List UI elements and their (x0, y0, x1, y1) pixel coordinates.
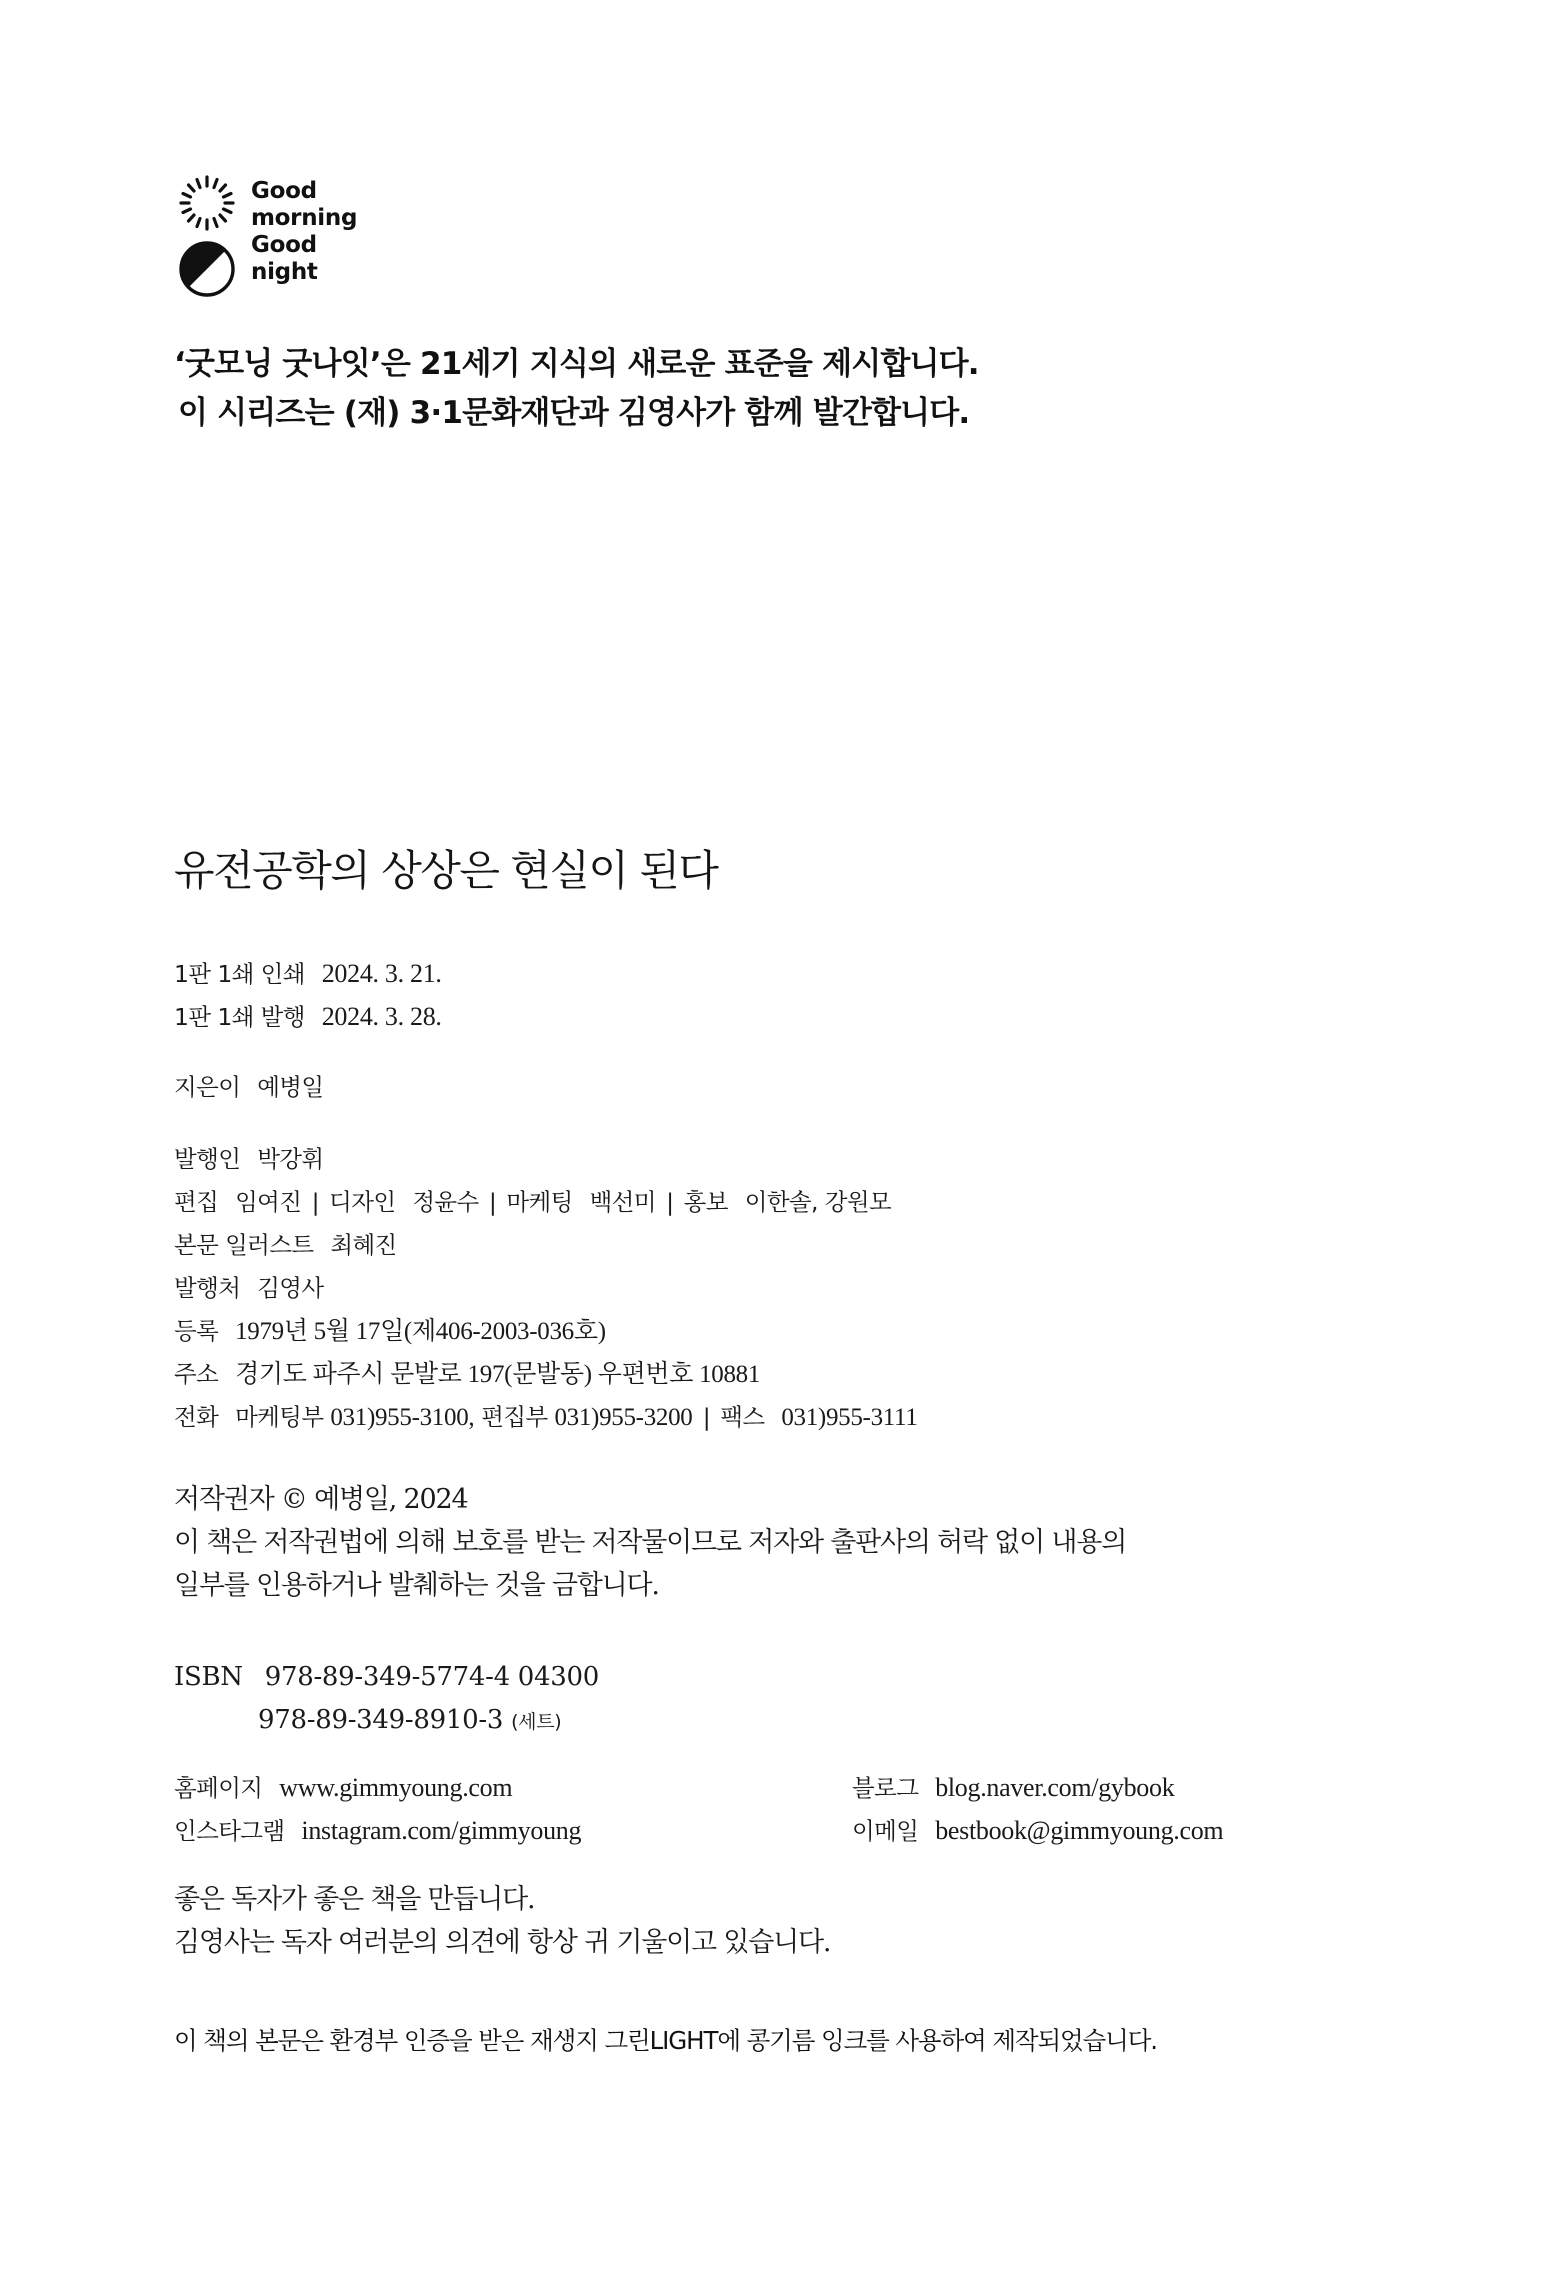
illust-label: 본문 일러스트 (174, 1231, 314, 1259)
isbn-label: ISBN (174, 1662, 243, 1692)
edit-name: 임여진 (235, 1188, 302, 1216)
marketing-phone: 031)955-3100, (330, 1404, 475, 1431)
closing-line: 좋은 독자가 좋은 책을 만듭니다. (174, 1884, 535, 1915)
isbn-block (174, 1656, 599, 1742)
marketing-phone-label: 마케팅부 (235, 1403, 324, 1431)
copyright-notice (174, 1478, 1126, 1607)
isbn-set-number: 978-89-349-8910-3 (258, 1705, 504, 1735)
logo-line: morning (251, 205, 358, 231)
marketing-name: 백선미 (589, 1188, 656, 1216)
edit-phone: 031)955-3200 (554, 1404, 693, 1431)
author-label: 지은이 (174, 1073, 241, 1101)
logo-line: night (251, 259, 318, 285)
copyright-line: 이 책은 저작권법에 의해 보호를 받는 저작물이므로 저자와 출판사의 허락 없이 내용의 (174, 1527, 1127, 1558)
address-label: 주소 (174, 1360, 219, 1388)
edition-date: 2024. 3. 28. (321, 1002, 442, 1031)
blog-link[interactable]: blog.naver.com/gybook (935, 1773, 1175, 1802)
publisher-row (174, 1138, 918, 1181)
registration-value: 1979년 5월 17일(제406-2003-036호) (235, 1318, 606, 1345)
divider: | (488, 1188, 497, 1216)
edition-info (174, 952, 442, 1038)
isbn-row (174, 1699, 599, 1742)
isbn-set-label: (세트) (511, 1711, 562, 1733)
fax-number: 031)955-3111 (781, 1404, 918, 1431)
registration-row (174, 1310, 918, 1353)
design-label: 디자인 (329, 1188, 396, 1216)
house-label: 발행처 (174, 1274, 241, 1302)
series-intro (174, 340, 979, 438)
logo-line: Good (251, 232, 317, 258)
author-name: 예병일 (257, 1073, 324, 1101)
logo-line: Good (251, 178, 317, 204)
logo-wordmark (251, 178, 357, 286)
address-row (174, 1353, 918, 1396)
credits-block (174, 1138, 918, 1439)
house-row (174, 1267, 918, 1310)
homepage-label: 홈페이지 (174, 1774, 263, 1802)
sun-and-moon-icon (176, 175, 238, 300)
staff-row (174, 1181, 918, 1224)
contacts-row (174, 1809, 1374, 1852)
pr-name: 이한솔, 강원모 (744, 1188, 892, 1216)
publisher-label: 발행인 (174, 1145, 241, 1173)
edition-date: 2024. 3. 21. (321, 959, 442, 988)
house-name: 김영사 (257, 1274, 324, 1302)
edition-label: 1판 1쇄 발행 (174, 1003, 305, 1031)
isbn-number: 978-89-349-5774-4 04300 (264, 1662, 599, 1692)
edit-label: 편집 (174, 1188, 219, 1216)
illust-row (174, 1224, 918, 1267)
edition-row (174, 952, 442, 995)
copyright-line: 저작권자 © 예병일, 2024 (174, 1484, 468, 1515)
publisher-name: 박강휘 (257, 1145, 324, 1173)
edition-label: 1판 1쇄 인쇄 (174, 960, 305, 988)
copyright-line: 일부를 인용하거나 발췌하는 것을 금합니다. (174, 1570, 659, 1601)
instagram-label: 인스타그램 (174, 1817, 285, 1845)
instagram-link[interactable]: instagram.com/gimmyoung (301, 1816, 582, 1845)
isbn-row (174, 1656, 599, 1699)
blog-label: 블로그 (852, 1774, 919, 1802)
illust-name: 최혜진 (330, 1231, 397, 1259)
book-title: 유전공학의 상상은 현실이 된다 (174, 846, 718, 895)
paper-notice: 이 책의 본문은 환경부 인증을 받은 재생지 그린LIGHT에 콩기름 잉크를 사용하여 제작되었습니다. (174, 2026, 1157, 2055)
intro-line-2: 이 시리즈는 (재) 3·1문화재단과 김영사가 함께 발간합니다. (178, 395, 970, 431)
author-info (174, 1066, 324, 1109)
email-link[interactable]: bestbook@gimmyoung.com (935, 1816, 1224, 1845)
phone-label: 전화 (174, 1403, 219, 1431)
phone-row (174, 1396, 918, 1439)
contacts-row (174, 1766, 1374, 1809)
edition-row (174, 995, 442, 1038)
design-name: 정윤수 (412, 1188, 479, 1216)
divider: | (666, 1188, 674, 1216)
registration-label: 등록 (174, 1317, 219, 1345)
closing-line: 김영사는 독자 여러분의 의견에 항상 귀 기울이고 있습니다. (174, 1927, 831, 1958)
contacts-block (174, 1766, 1374, 1852)
pr-label: 홍보 (683, 1188, 728, 1216)
edit-phone-label: 편집부 (481, 1403, 548, 1431)
fax-label: 팩스 (720, 1403, 765, 1431)
address-value: 경기도 파주시 문발로 197(문발동) 우편번호 10881 (235, 1361, 761, 1388)
closing-message (174, 1878, 830, 1964)
divider: | (311, 1188, 319, 1216)
homepage-link[interactable]: www.gimmyoung.com (279, 1773, 513, 1802)
email-label: 이메일 (852, 1817, 919, 1845)
intro-line-1: ‘굿모닝 굿나잇’은 21세기 지식의 새로운 표준을 제시합니다. (174, 346, 979, 382)
divider: | (702, 1403, 711, 1431)
marketing-label: 마케팅 (506, 1188, 573, 1216)
